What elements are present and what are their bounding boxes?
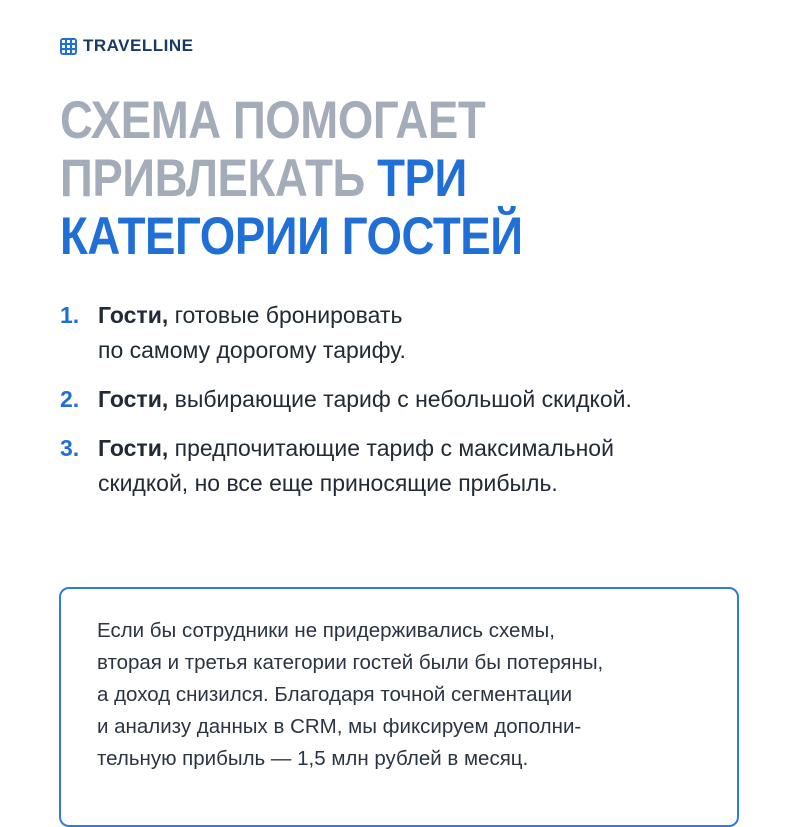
- list-item: [60, 431, 760, 501]
- list-item-bold: Гости,: [98, 435, 169, 461]
- headline-blue-line3: КАТЕГОРИИ ГОСТЕЙ: [60, 207, 523, 266]
- page-headline: [60, 92, 542, 266]
- list-item-body: [98, 431, 760, 501]
- travelline-logo: [60, 36, 193, 56]
- note-line: и анализу данных в CRM, мы фиксируем дополни-: [97, 715, 582, 738]
- note-line: вторая и третья категории гостей были бы потеряны,: [97, 651, 604, 674]
- note-box: [59, 587, 739, 827]
- list-item-text-line2: скидкой, но все еще приносящие прибыль.: [98, 470, 558, 496]
- note-line: а доход снизился. Благодаря точной сегментации: [97, 683, 573, 706]
- list-item-body: [98, 382, 760, 417]
- list-item-text-line1: предпочитающие тариф с максимальной: [168, 435, 614, 461]
- list-item-number: 1.: [60, 302, 80, 328]
- note-line: тельную прибыль — 1,5 млн рублей в месяц.: [97, 747, 529, 770]
- list-item-text-line2: по самому дорогому тарифу.: [98, 337, 406, 363]
- list-item-bold: Гости,: [98, 302, 169, 328]
- logo-text: TRAVELLINE: [83, 36, 194, 55]
- list-item-text-line1: готовые бронировать: [168, 302, 403, 328]
- headline-gray-line2: ПРИВЛЕКАТЬ: [60, 149, 378, 208]
- list-item-text-line1: выбирающие тариф с небольшой скидкой.: [168, 386, 632, 412]
- guest-categories-list: [60, 298, 760, 515]
- headline-blue-part1: ТРИ: [377, 149, 467, 208]
- headline-gray-line1: СХЕМА ПОМОГАЕТ: [60, 91, 486, 150]
- list-item: [60, 382, 760, 417]
- list-item-number: 3.: [60, 435, 80, 461]
- note-text: [97, 615, 701, 775]
- note-line: Если бы сотрудники не придерживались схемы,: [97, 619, 555, 642]
- travelline-logo-icon: [60, 38, 77, 55]
- list-item-bold: Гости,: [98, 386, 169, 412]
- list-item-number: 2.: [60, 386, 80, 412]
- list-item: [60, 298, 760, 368]
- list-item-body: [98, 298, 760, 368]
